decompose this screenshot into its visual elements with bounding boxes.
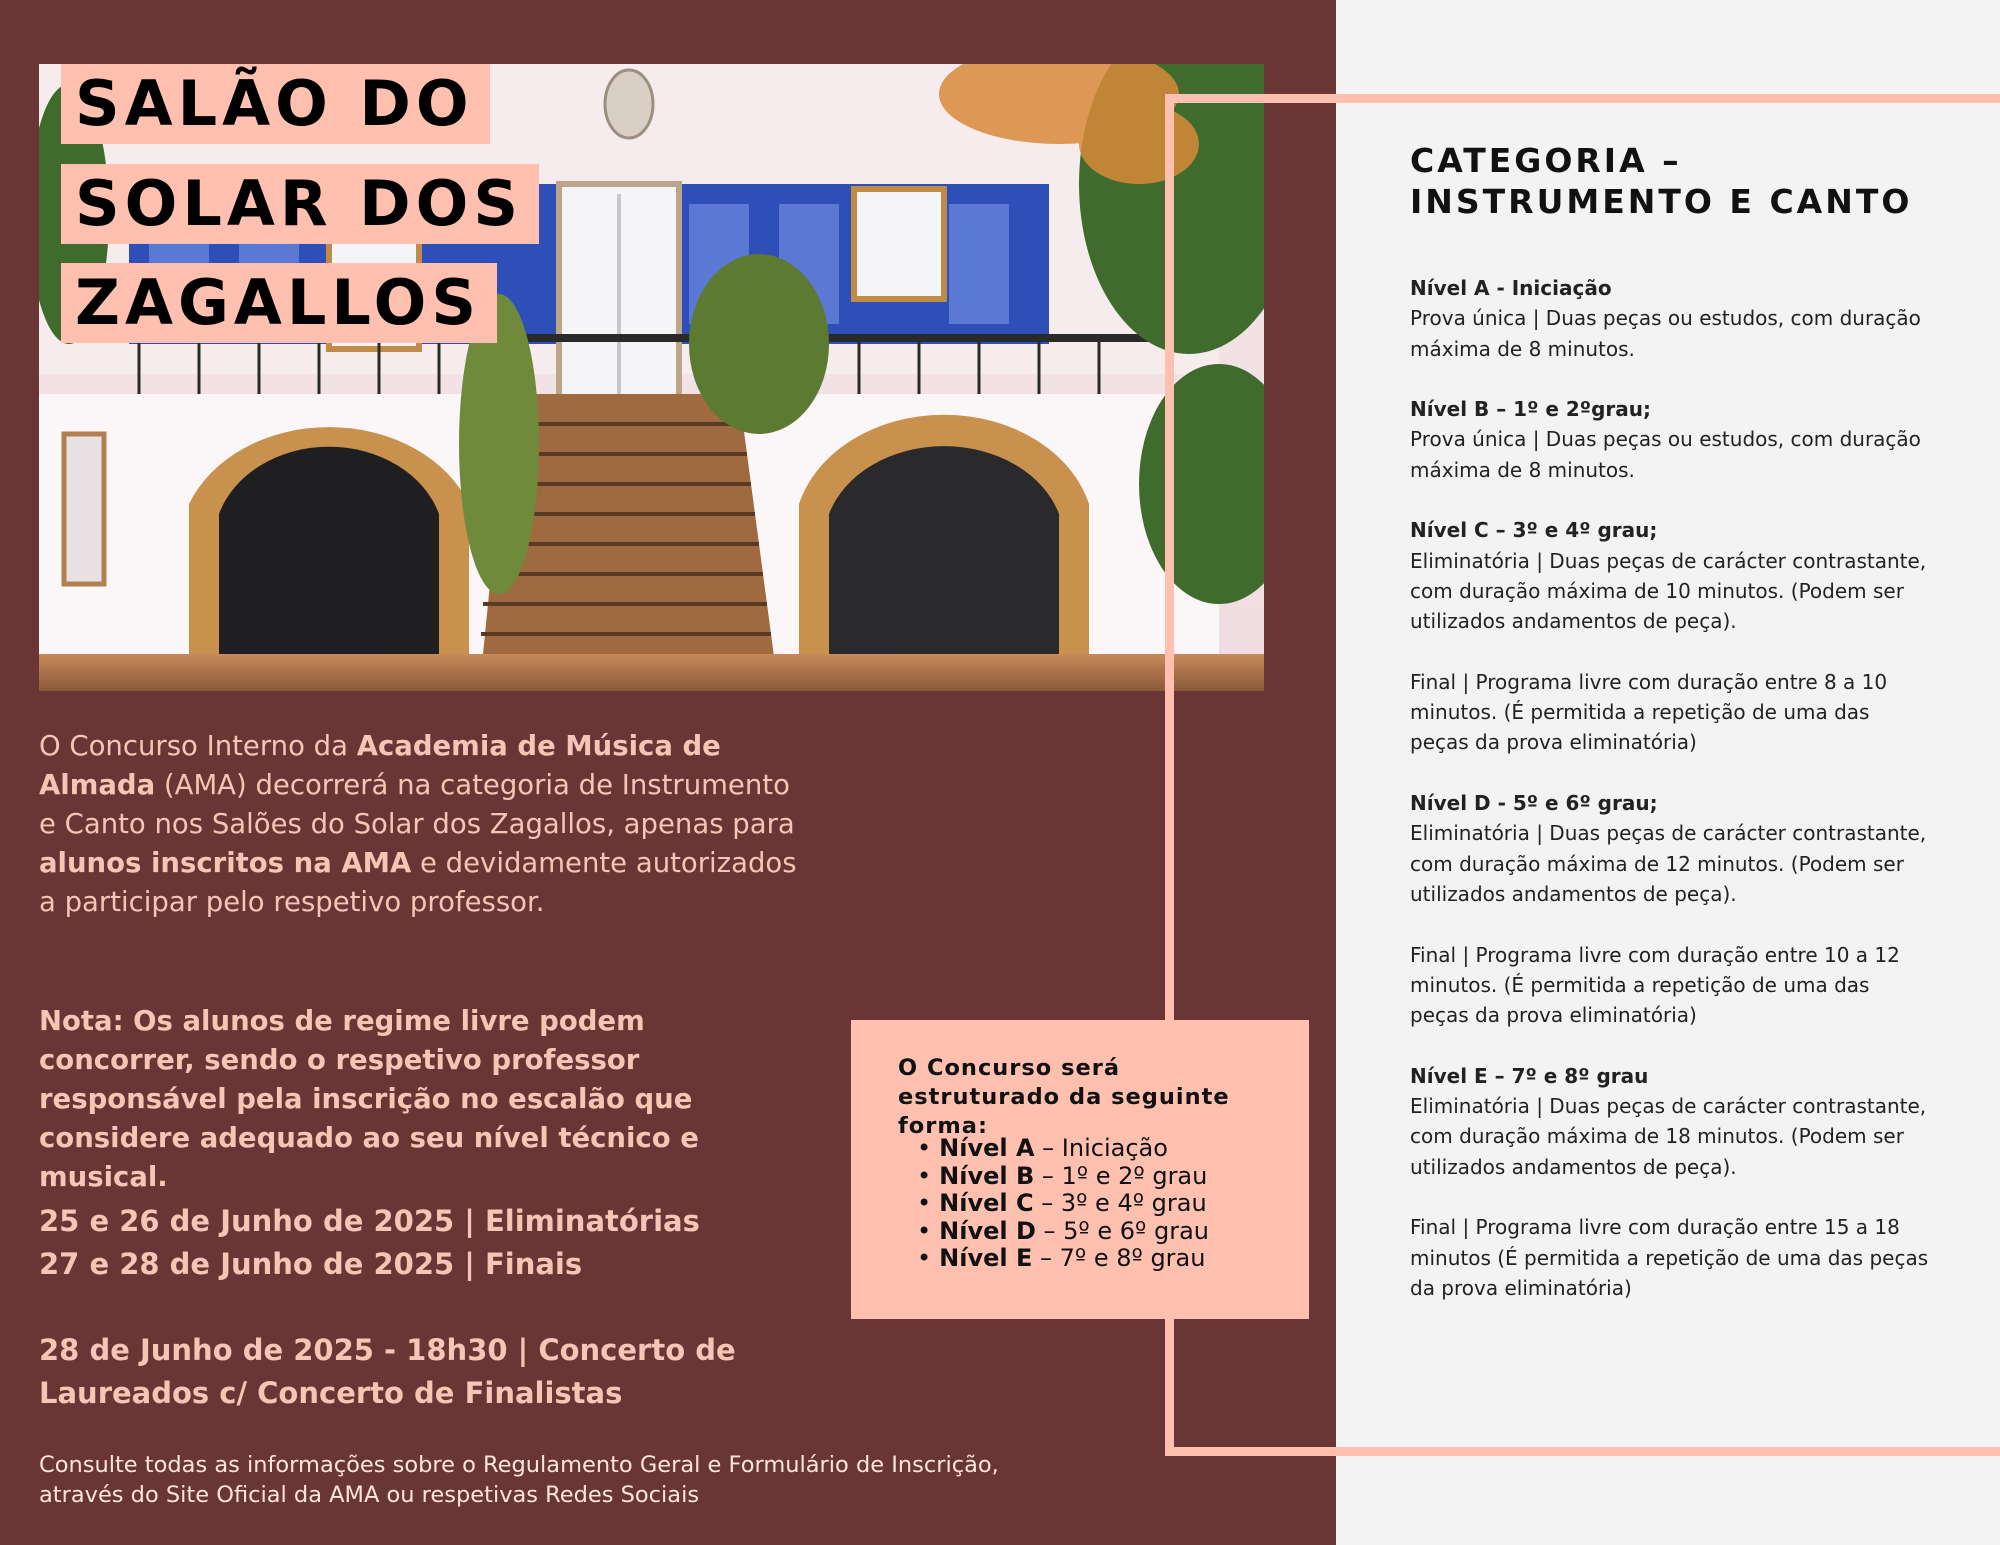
structure-heading: O Concurso será estruturado da seguinte forma:: [898, 1055, 1230, 1139]
intro-bold-students: alunos inscritos na AMA: [39, 847, 412, 879]
dates-block: [39, 1200, 799, 1286]
list-item: [917, 1190, 1209, 1218]
title-line-2: SOLAR DOS: [61, 164, 539, 244]
level-a-block: [1410, 273, 1930, 364]
level-d-final-block: [1410, 940, 1930, 1031]
level-text: Eliminatória | Duas peças de carácter contrastante, com duração máxima de 12 minutos. (Podem ser utilizados andamentos de peça).: [1410, 821, 1927, 906]
level-name: Nível C: [939, 1189, 1034, 1217]
list-item: [917, 1218, 1209, 1246]
structure-list: [917, 1135, 1209, 1273]
frame-top-line: [1165, 94, 2000, 103]
consult-line-1: Consulte todas as informações sobre o Regulamento Geral e Formulário de Inscrição,: [39, 1452, 999, 1478]
level-text: Prova única | Duas peças ou estudos, com duração máxima de 8 minutos.: [1410, 306, 1921, 361]
level-name: Nível E: [939, 1244, 1033, 1272]
solar-photo: [39, 64, 1264, 691]
list-item: [917, 1135, 1209, 1163]
level-desc: – 3º e 4º grau: [1033, 1189, 1207, 1217]
level-title: Nível C – 3º e 4º grau;: [1410, 518, 1658, 543]
level-text: Eliminatória | Duas peças de carácter contrastante, com duração máxima de 10 minutos. (Podem ser utilizados andamentos de peça).: [1410, 548, 1927, 634]
level-title: Nível E – 7º e 8º grau: [1410, 1063, 1649, 1088]
category-title-line-2: INSTRUMENTO E CANTO: [1410, 182, 1913, 221]
level-b-block: [1410, 394, 1930, 485]
title-line-3: ZAGALLOS: [61, 263, 497, 343]
title-line-1: SALÃO DO: [61, 64, 490, 144]
intro-text-1: O Concurso Interno da: [39, 730, 357, 762]
level-name: Nível A: [939, 1134, 1035, 1162]
date-finais: 27 e 28 de Junho de 2025 | Finais: [39, 1247, 583, 1281]
level-text: Eliminatória | Duas peças de carácter contrastante, com duração máxima de 18 minutos. (Podem ser utilizados andamentos de peça).: [1410, 1094, 1927, 1179]
category-title: [1410, 140, 1970, 222]
intro-text-2: (AMA) decorrerá na categoria de Instrumento e Canto nos Salões do Solar dos Zagallos, apenas para: [39, 769, 795, 840]
level-title: Nível B – 1º e 2ºgrau;: [1410, 397, 1651, 422]
list-item: [917, 1245, 1209, 1273]
level-c-final-block: [1410, 667, 1930, 758]
intro-text-3: e devidamente autorizados a participar pelo respetivo professor.: [39, 847, 797, 918]
level-title: Nível D - 5º e 6º grau;: [1410, 791, 1658, 816]
level-desc: – 1º e 2º grau: [1034, 1161, 1208, 1190]
level-final-text: Final | Programa livre com duração entre 8 a 10 minutos. (É permitida a repetição de uma das peças da prova eliminatória): [1410, 669, 1888, 755]
level-title: Nível A - Iniciação: [1410, 276, 1612, 300]
level-d-block: [1410, 788, 1930, 909]
concert-date: 28 de Junho de 2025 - 18h30 | Concerto de Laureados c/ Concerto de Finalistas: [39, 1333, 736, 1410]
levels-list: [1410, 273, 1930, 1333]
level-final-text: Final | Programa livre com duração entre 10 a 12 minutos. (É permitida a repetição de uma das peças da prova eliminatória): [1410, 942, 1900, 1028]
consult-line-2: através do Site Oficial da AMA ou respetivas Redes Sociais: [39, 1482, 700, 1508]
level-final-text: Final | Programa livre com duração entre 15 a 18 minutos (É permitida a repetição de uma das peças da prova eliminatória): [1410, 1215, 1929, 1300]
level-desc: – Iniciação: [1034, 1134, 1168, 1162]
note-paragraph: Nota: Os alunos de regime livre podem concorrer, sendo o respetivo professor responsável pela inscrição no escalão que considere adequado ao seu nível técnico e musical.: [39, 1005, 699, 1193]
level-e-final-block: [1410, 1212, 1930, 1303]
structure-box: [851, 1020, 1309, 1319]
level-desc: – 5º e 6º grau: [1035, 1216, 1209, 1245]
frame-bottom-line: [1165, 1447, 2000, 1456]
date-eliminatorias: 25 e 26 de Junho de 2025 | Eliminatórias: [39, 1204, 700, 1238]
intro-bold-academy: Academia de Música de Almada: [39, 730, 721, 801]
consult-info: [39, 1450, 1119, 1510]
category-title-line-1: CATEGORIA –: [1410, 141, 1682, 180]
level-name: Nível D: [939, 1216, 1036, 1245]
level-e-block: [1410, 1061, 1930, 1182]
level-desc: – 7º e 8º grau: [1032, 1244, 1206, 1272]
level-c-block: [1410, 515, 1930, 636]
intro-paragraph: [39, 727, 799, 922]
list-item: [917, 1163, 1209, 1191]
level-name: Nível B: [939, 1161, 1035, 1190]
level-text: Prova única | Duas peças ou estudos, com duração máxima de 8 minutos.: [1410, 427, 1921, 482]
